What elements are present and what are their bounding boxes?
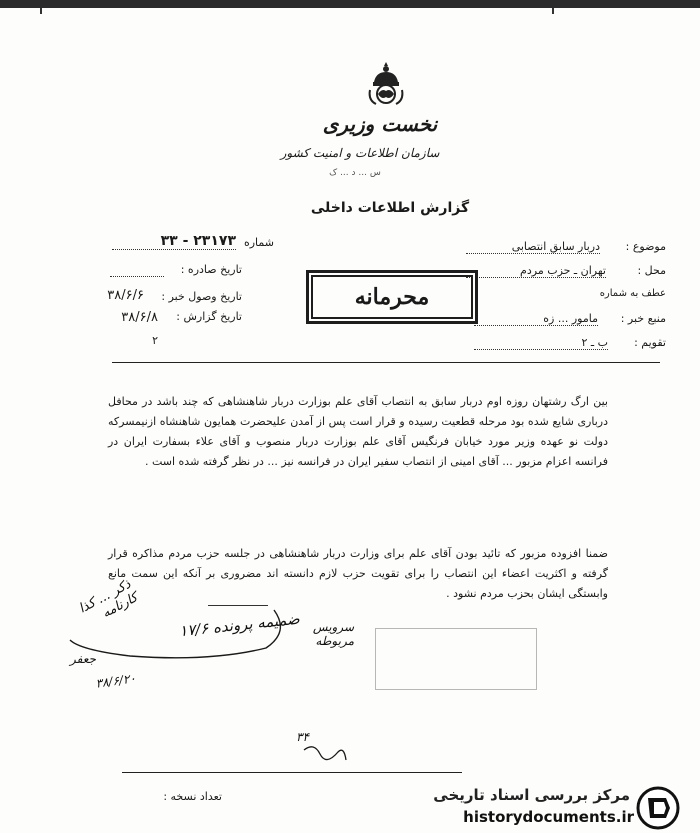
- scan-edge: [0, 0, 700, 8]
- source-label: منبع خبر :: [620, 312, 666, 325]
- faint-signature-box: [375, 628, 537, 690]
- ministry-title: نخست وزیری: [322, 112, 438, 136]
- organization-sub-unit: س ... د ... ک: [329, 168, 381, 178]
- handwritten-date: ۳۸/۶/۲۰: [94, 671, 137, 691]
- source-value: مامور ... زه: [474, 312, 598, 326]
- handwritten-initial: جعفر: [70, 652, 96, 666]
- second-handwritten-note: سرویس مربوطه: [312, 620, 354, 648]
- copies-label: تعداد نسخه :: [163, 790, 222, 803]
- number-label: شماره: [243, 236, 274, 249]
- body-paragraph-1: بین ارگ رشتهان روزه اوم دربار سابق به انتصاب آقای علم بوزارت دربار شاهنشاهی که چند باشد در محافل درباری شایع شده بود مرحله قطعیت رسیده و قرار است پس از آمدن علیحضرت همایون شاهنشاه ازنیمسرکه دولت نو عهده وزیر مورد خیابان فرنگیس آقای علم بوزارت دربار منصوب و آقای علاء بسفارت ایران در فرانسه اعزام مزبور ... آقای امینی از انتصاب سفیر ایران در فرانسه نیز ... در نظر گرفته شده است .: [108, 395, 608, 468]
- subject-value: دربار سابق انتصابی: [466, 240, 600, 254]
- number-value: ۲۳۱۷۳ - ۳۳: [112, 233, 236, 250]
- place-value: تهران ـ حزب مردم: [466, 264, 606, 278]
- report-date-label: تاریخ گزارش :: [176, 310, 242, 323]
- extra-value: ۲: [152, 334, 158, 347]
- confidential-stamp: [306, 270, 478, 324]
- organization-name: سازمان اطلاعات و امنیت کشور: [280, 146, 440, 160]
- scan-tick: [552, 8, 554, 14]
- place-label: محل :: [637, 264, 666, 277]
- rating-value: ب ـ ۲: [474, 336, 608, 350]
- receipt-date-value: ۳۸/۶/۶: [107, 288, 144, 303]
- footer-divider: [122, 772, 462, 773]
- header-divider: [112, 362, 660, 363]
- archive-url[interactable]: historydocuments.ir: [463, 808, 634, 826]
- crown-emblem-icon: [364, 60, 408, 108]
- archive-logo-icon: [636, 786, 680, 830]
- bottom-handwritten-mark: ۳۴: [296, 730, 309, 744]
- issue-date-value: [110, 276, 164, 277]
- scan-tick: [40, 8, 42, 14]
- stamp-text: محرمانه: [354, 284, 430, 310]
- ref-number-label: عطف به شماره: [599, 288, 666, 299]
- marginal-handwritten-note: ذکر ... کذا کارنامه: [76, 576, 141, 622]
- subject-label: موضوع :: [625, 240, 666, 253]
- body-paragraph-2: ضمنا افزوده مزبور که تائید بودن آقای علم برای وزارت دربار شاهنشاهی در جلسه حزب مردم مذاکره قرار گرفته و اکثریت اعضاء این انتصاب را برای تقویت حزب لازم دانسته اند مضروری بر آنکه این سمت مانع وابستگی ایشان بحزب مردم نشود .: [108, 547, 608, 600]
- report-title: گزارش اطلاعات داخلی: [310, 200, 470, 216]
- archive-name: مرکز بررسی اسناد تاریخی: [433, 786, 630, 804]
- rating-label: تقویم :: [634, 336, 666, 349]
- initials-scribble-icon: [300, 740, 350, 770]
- report-date-value: ۳۸/۶/۸: [121, 310, 158, 325]
- handwritten-signature-note: ضمیمه پرونده ۱۷/۶: [178, 609, 301, 641]
- issue-date-label: تاریخ صادره :: [180, 263, 242, 276]
- receipt-date-label: تاریخ وصول خبر :: [161, 290, 242, 303]
